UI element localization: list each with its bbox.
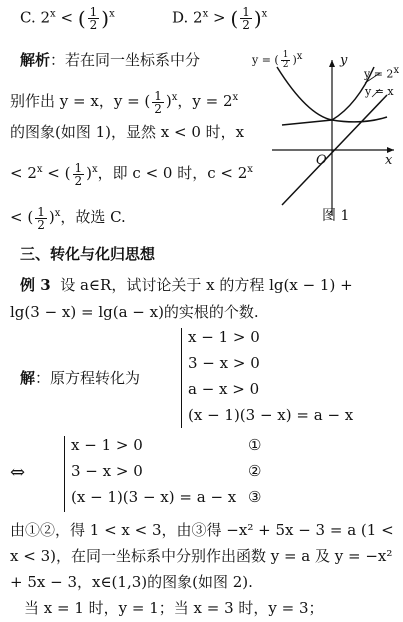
analysis-exp-1: x [171, 92, 178, 103]
example3-line-2 [10, 302, 259, 322]
para-line-3: + 5x − 3，x∈(1,3)的图象(如图 2). [10, 573, 253, 591]
analysis-line-4 [10, 160, 253, 187]
analysis-text-4b: < ( [42, 164, 71, 182]
option-c-rel: < [60, 8, 74, 27]
option-c-label: C. [20, 8, 36, 27]
analysis-line-2 [10, 88, 238, 115]
analysis-exp-2: x [232, 92, 239, 103]
solution-heading: 解 [20, 369, 36, 387]
analysis-exp-4: x [92, 164, 98, 175]
option-d-exp2: x [261, 8, 268, 20]
example3-line-1 [20, 275, 353, 295]
analysis-text-2b: y = x，y = ( [59, 92, 151, 110]
para-line-2: x < 3)，在同一坐标系中分别作出函数 y = a 及 y = −x² [10, 547, 393, 565]
figure-1-y-label: y [340, 53, 348, 68]
section-title: 三、转化与化归思想 [20, 245, 156, 263]
system-2-eq-2: 3 − x > 0 [71, 462, 143, 480]
analysis-exp-5: x [247, 164, 253, 175]
analysis-line-1 [20, 50, 200, 70]
analysis-text-2d: ，y = 2 [177, 92, 233, 110]
mark-2: ② [248, 462, 262, 480]
analysis-text-4c: ) [86, 164, 92, 182]
figure-1-curve2-label: $y = 2^x$ [364, 65, 400, 81]
analysis-text-1: ：若在同一坐标系中分 [50, 51, 201, 69]
analysis-fraction-2: $\frac{1}{2}$ [74, 160, 83, 188]
analysis-exp-3: x [36, 164, 43, 175]
figure-1-caption: 图 1 [322, 208, 350, 224]
figure-1-x-label: x [385, 153, 393, 168]
system-1-eq-3: a − x > 0 [188, 380, 260, 398]
para-line-4: 当 x = 1 时，y = 1；当 x = 3 时，y = 3； [24, 599, 324, 617]
option-d-exp: x [202, 8, 209, 20]
system-2-brace [64, 436, 65, 512]
example3-text-1: 设 a∈R，试讨论关于 x 的方程 lg(x − 1) + [60, 276, 353, 294]
option-d-label: D. [172, 8, 189, 27]
para-line-1: 由①②，得 1 < x < 3，由③得 −x² + 5x − 3 = a (1 < [10, 521, 394, 539]
analysis-text-4a: < 2 [10, 164, 37, 182]
option-d-rel: > [213, 8, 226, 27]
solution-intro [20, 368, 140, 388]
example3-text-2: lg(3 − x) = lg(a − x)的实根的个数. [10, 303, 259, 321]
option-d: D. 2$^x$ > ( $\frac{1}{2}$ )$^x$ [172, 5, 268, 32]
system-1-eq-1: x − 1 > 0 [188, 328, 260, 346]
analysis-fraction-3: $\frac{1}{2}$ [37, 204, 45, 232]
equivalence-arrow: ⇔ [10, 462, 26, 483]
analysis-line-5 [10, 204, 126, 231]
figure-1-origin-label: O [316, 153, 327, 168]
option-c-base: 2 [40, 8, 51, 27]
analysis-text-3: 的图象(如图 1)，显然 x < 0 时，x [10, 123, 245, 141]
analysis-heading: 解析 [20, 51, 51, 69]
analysis-exp-6: x [54, 208, 61, 219]
example3-label: 例 3 [20, 276, 51, 294]
analysis-line-3 [10, 122, 244, 142]
solution-text: ：原方程转化为 [35, 369, 141, 387]
system-1-eq-2: 3 − x > 0 [188, 354, 260, 372]
figure-1-curve1-label: y = ( $\frac{1}{2}$ )$^x$ [252, 50, 303, 71]
analysis-text-2c: ) [165, 92, 172, 110]
mark-1: ① [248, 436, 262, 454]
mark-3: ③ [248, 488, 262, 506]
option-c-exp: x [50, 8, 56, 20]
system-1-brace [181, 328, 182, 428]
analysis-text-5b: ) [48, 208, 55, 226]
option-d-base: 2 [193, 8, 203, 27]
system-2-eq-1: x − 1 > 0 [71, 436, 143, 454]
analysis-fraction-1: $\frac{1}{2}$ [154, 88, 162, 116]
system-1-eq-4: (x − 1)(3 − x) = a − x [188, 406, 354, 424]
option-c-exp2: x [109, 8, 115, 20]
analysis-text-5c: ，故选 C. [60, 208, 126, 226]
analysis-text-2a: 别作出 [10, 92, 56, 110]
system-2-eq-3: (x − 1)(3 − x) = a − x [71, 488, 237, 506]
analysis-text-4d: ，即 c < 0 时，c < 2 [97, 164, 248, 182]
figure-1-curve3-label: y = x [365, 85, 394, 98]
option-c: C. 2$^x$ < ( $\frac{1}{2}$ )$^x$ [20, 5, 115, 32]
figure-1 [252, 50, 400, 245]
analysis-text-5a: < ( [10, 208, 34, 226]
option-d-fraction: $\frac{1}{2}$ [242, 5, 250, 32]
curve-two-power [282, 67, 374, 125]
y-axis-arrow-icon [329, 60, 335, 67]
option-c-fraction: $\frac{1}{2}$ [89, 5, 98, 32]
